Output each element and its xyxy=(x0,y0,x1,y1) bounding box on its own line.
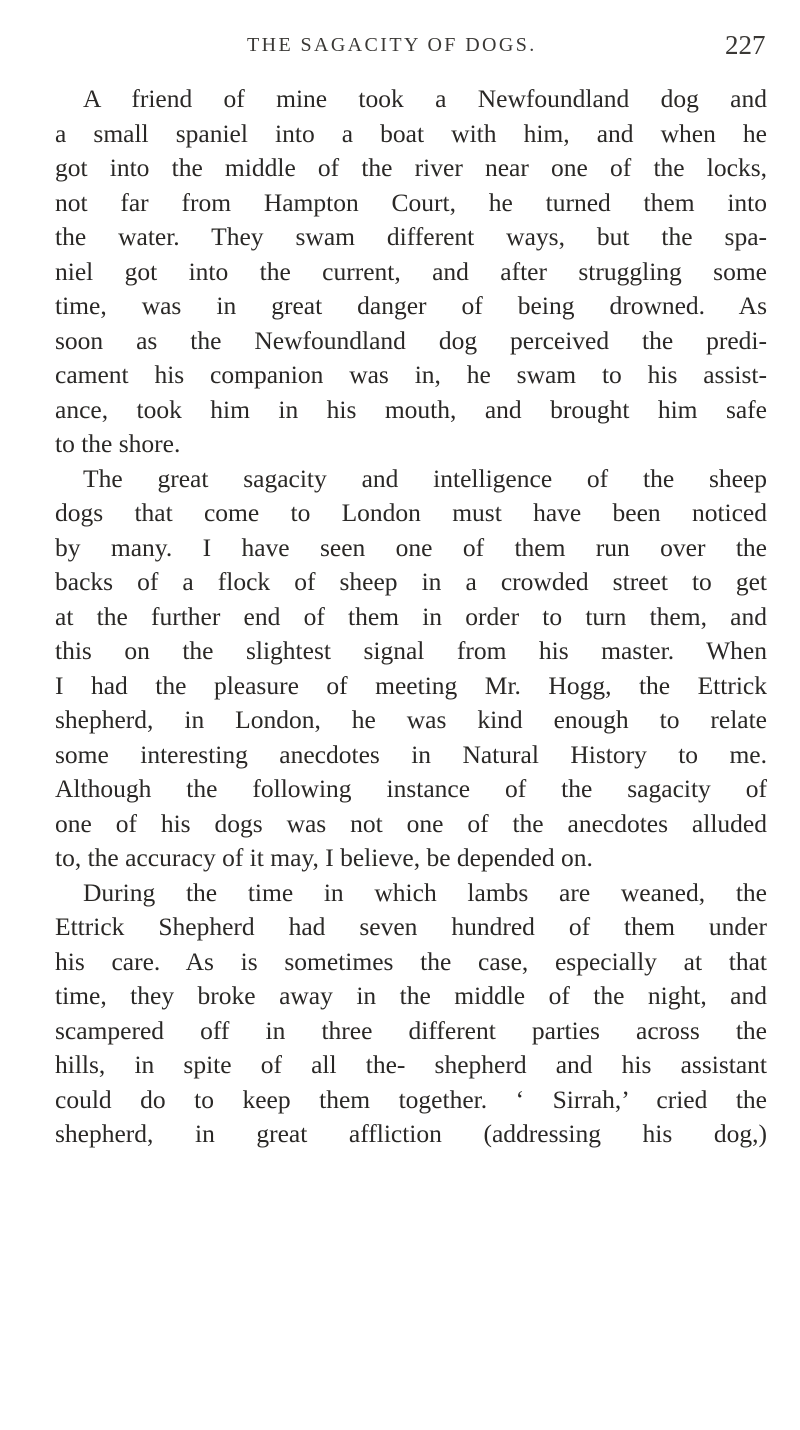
paragraph-2-line-8: shepherd, in London, he was kind enough to relate xyxy=(55,705,767,734)
paragraph-3-line-6: hills, in spite of all the- shepherd and his assistant xyxy=(55,1050,767,1079)
paragraph-2-line-12: to, the accuracy of it may, I believe, be depended on. xyxy=(55,843,593,872)
paragraph-1-line-5: the water. They swam different ways, but the spa- xyxy=(55,222,767,251)
paragraph-2-line-6: this on the slightest signal from his master. When xyxy=(55,636,767,665)
paragraph-3-line-4: time, they broke away in the middle of the night, and xyxy=(55,981,767,1010)
paragraph-1-line-10: ance, took him in his mouth, and brought him safe xyxy=(55,394,767,424)
paragraph-3-line-3: his care. As is sometimes the case, especially at that xyxy=(55,946,767,976)
paragraph-3-line-2: Ettrick Shepherd had seven hundred of them under xyxy=(55,912,767,941)
paragraph-2-line-2: dogs that come to London must have been noticed xyxy=(55,498,767,527)
paragraph-1-line-6: niel got into the current, and after struggling some xyxy=(55,256,767,286)
paragraph-3-line-1: During the time in which lambs are weaned, the xyxy=(83,877,767,907)
paragraph-2-line-7: I had the pleasure of meeting Mr. Hogg, the Ettrick xyxy=(55,670,767,700)
paragraph-1-line-7: time, was in great danger of being drowned. As xyxy=(55,291,767,320)
paragraph-1-line-8: soon as the Newfoundland dog perceived the predi- xyxy=(55,325,767,355)
paragraph-2-line-4: backs of a flock of sheep in a crowded street to get xyxy=(55,567,767,596)
paragraph-2-line-9: some interesting anecdotes in Natural History to me. xyxy=(55,739,767,769)
paragraph-3-line-8: shepherd, in great affliction (addressing his dog,) xyxy=(55,1119,767,1148)
paragraph-2-line-5: at the further end of them in order to turn them, and xyxy=(55,601,767,631)
paragraph-2-line-11: one of his dogs was not one of the anecdotes alluded xyxy=(55,808,767,838)
paragraph-1-line-3: got into the middle of the river near one of the locks, xyxy=(55,153,767,182)
running-title: THE SAGACITY OF DOGS. xyxy=(247,34,537,56)
paragraph-2-line-1: The great sagacity and intelligence of the sheep xyxy=(83,463,767,493)
running-header xyxy=(0,30,800,60)
paragraph-1-line-4: not far from Hampton Court, he turned them into xyxy=(55,187,767,217)
paragraph-3-line-7: could do to keep them together. ‘ Sirrah,’ cried the xyxy=(55,1084,767,1114)
paragraph-1-line-2: a small spaniel into a boat with him, and when he xyxy=(55,118,767,148)
paragraph-3-line-5: scampered off in three different parties across the xyxy=(55,1015,767,1045)
paragraph-2-line-3: by many. I have seen one of them run over the xyxy=(55,532,767,562)
page-number: 227 xyxy=(725,30,766,60)
paragraph-1-line-11: to the shore. xyxy=(55,429,181,458)
paragraph-1-line-1: A friend of mine took a Newfoundland dog and xyxy=(83,84,767,113)
paragraph-2-line-10: Although the following instance of the sagacity of xyxy=(55,774,767,803)
paragraph-1-line-9: cament his companion was in, he swam to his assist- xyxy=(55,360,767,389)
